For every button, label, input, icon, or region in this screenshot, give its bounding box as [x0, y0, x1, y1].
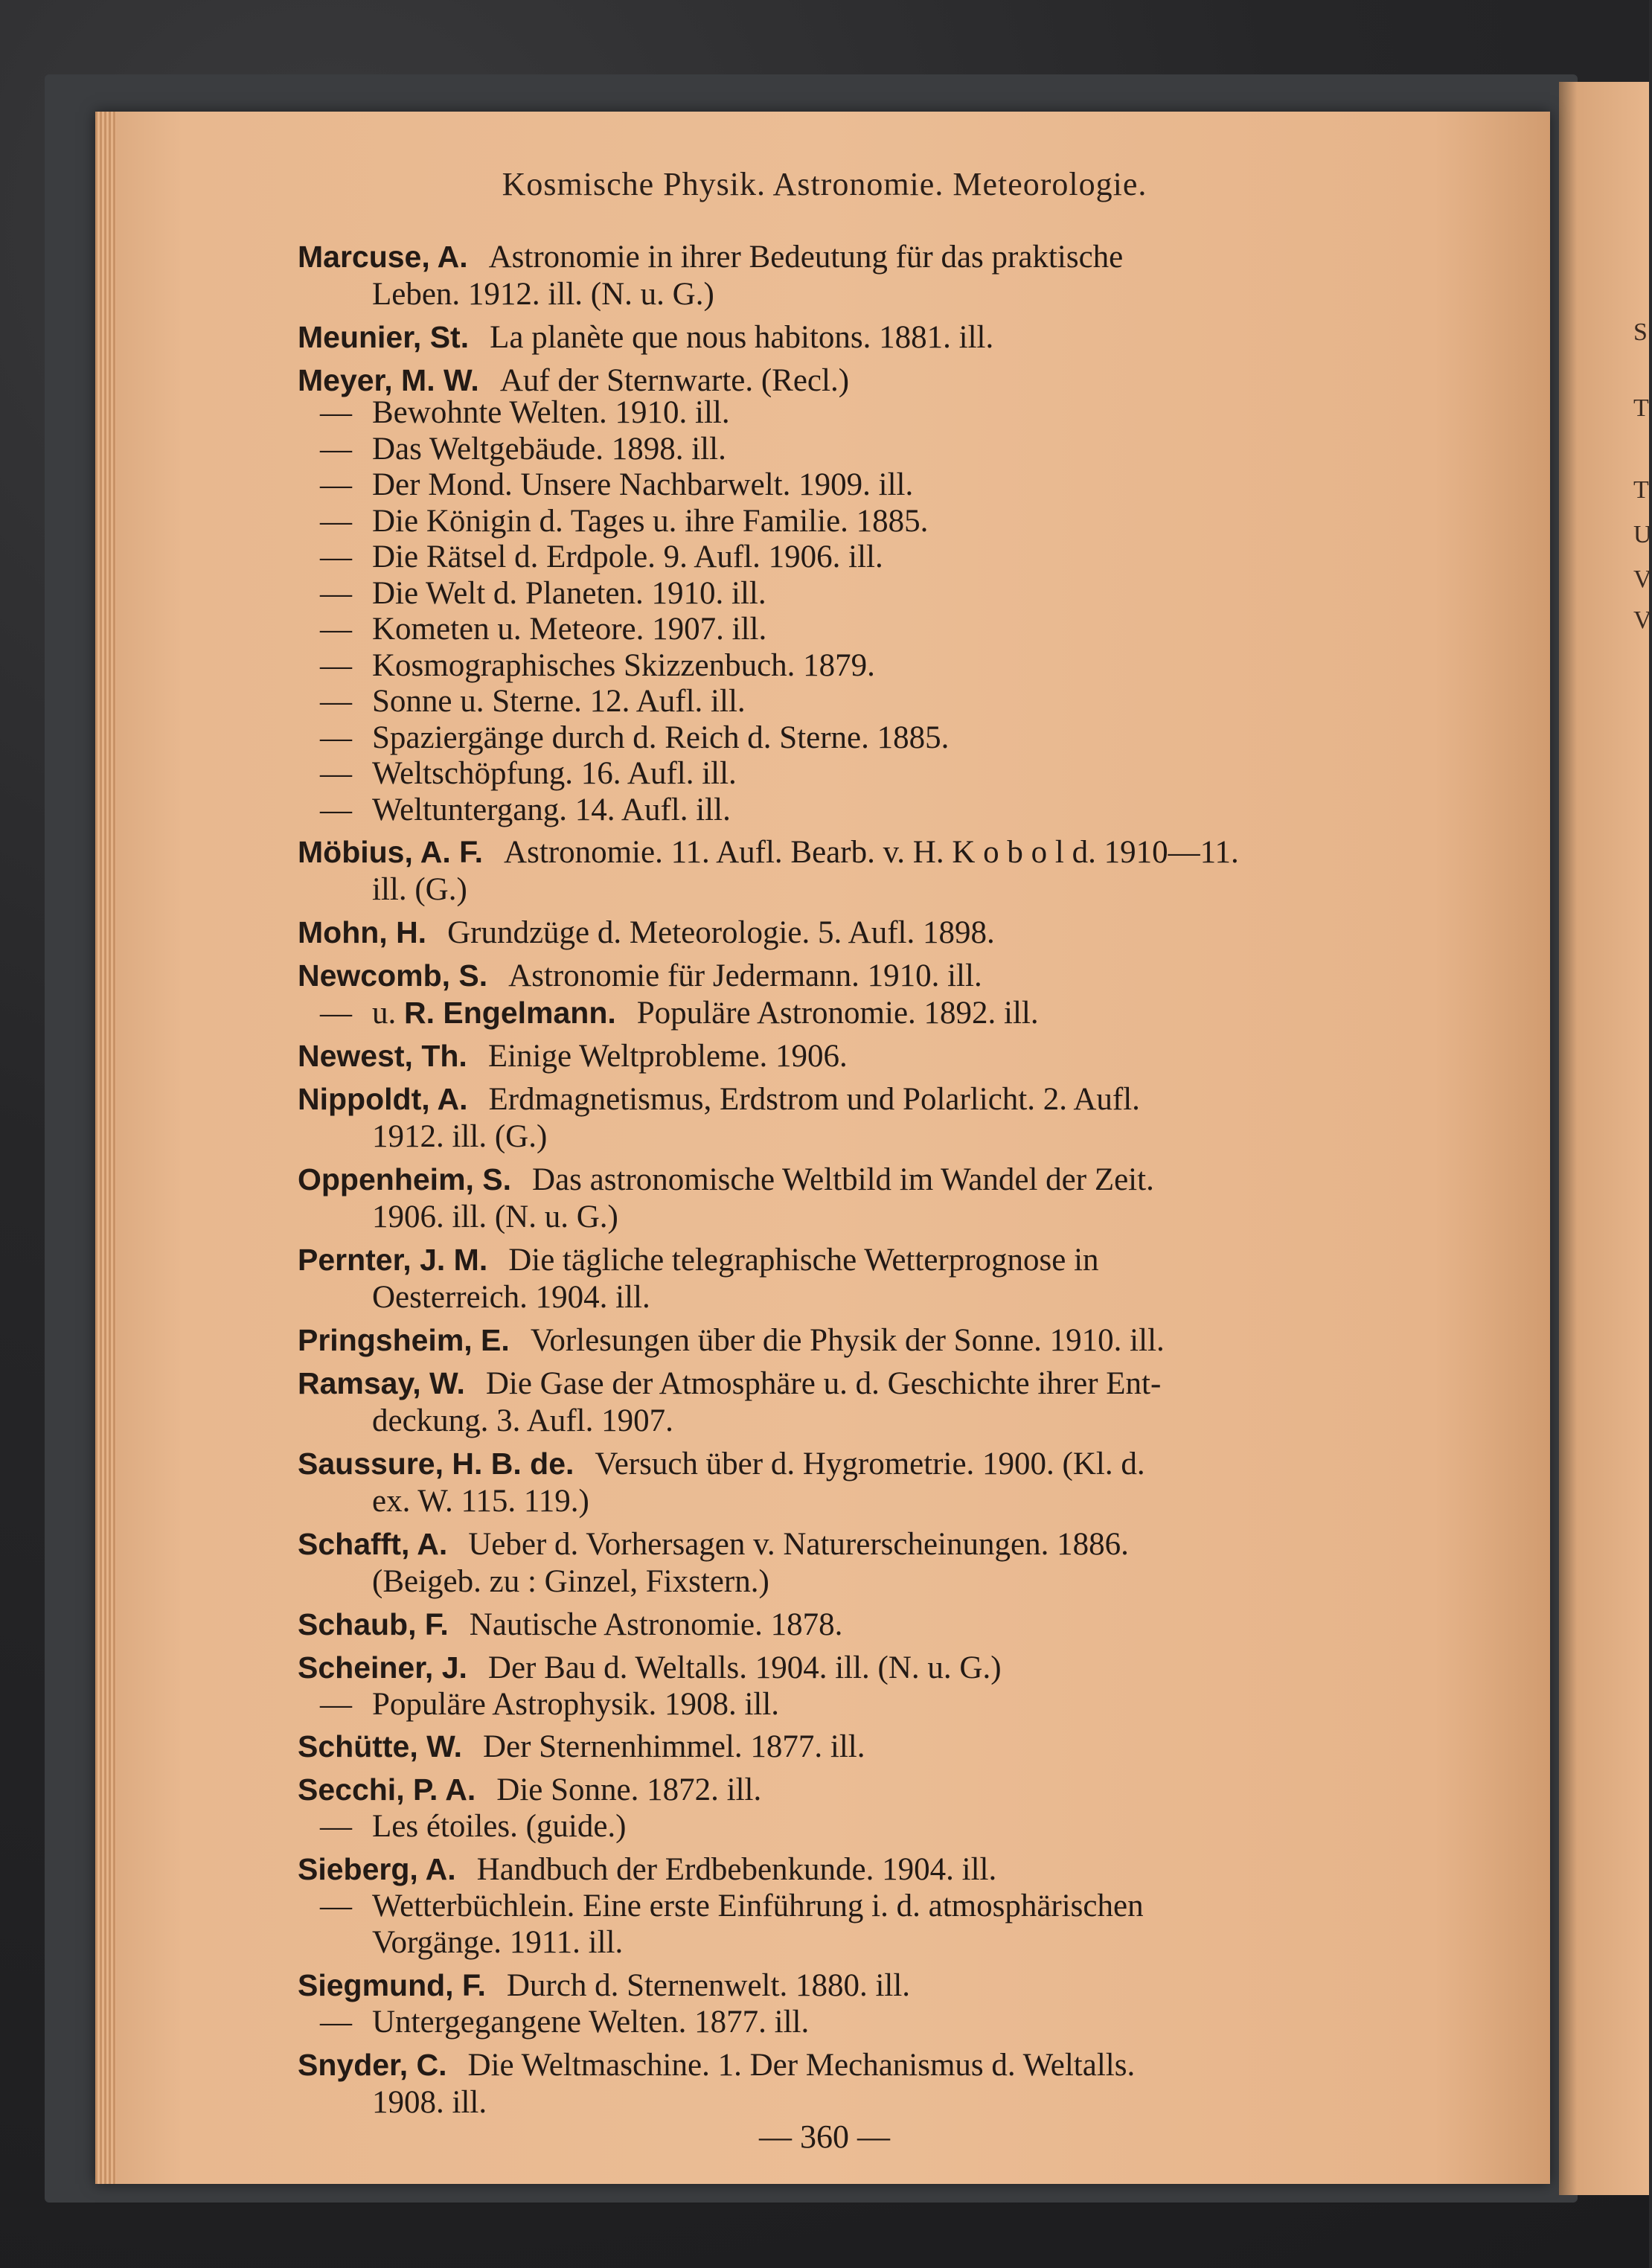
sub-entry	[298, 539, 1459, 576]
sub-entry-title: Das Weltgebäude. 1898. ill.	[372, 431, 726, 467]
list-item	[298, 2046, 1459, 2121]
entry-author: Secchi, P. A.	[298, 1772, 476, 1807]
list-item	[298, 1161, 1459, 1236]
sub-entry-title: Der Mond. Unsere Nachbarwelt. 1909. ill.	[372, 467, 914, 502]
list-item	[298, 957, 1459, 1032]
list-item	[298, 238, 1459, 313]
entry-author: Saussure, H. B. de.	[298, 1446, 574, 1481]
entry-author: Newcomb, S.	[298, 958, 488, 993]
entry-author: Pernter, J. M.	[298, 1242, 488, 1277]
entry-title: Ueber d. Vorhersagen v. Naturerscheinungen. 1886.	[468, 1526, 1129, 1562]
sub-entry	[298, 995, 1459, 1032]
facing-page-fragment: S	[1633, 318, 1648, 346]
entry-title: Nautische Astronomie. 1878.	[469, 1606, 843, 1642]
sub-entry	[298, 467, 1459, 504]
sub-entry-title: Sonne u. Sterne. 12. Aufl. ill.	[372, 684, 746, 719]
entry-continuation: 1908. ill.	[372, 2084, 487, 2120]
list-item	[298, 362, 1459, 828]
list-item	[298, 1851, 1459, 1962]
dash: —	[320, 2005, 352, 2040]
list-item	[298, 1728, 1459, 1766]
facing-page-fragment: V	[1633, 566, 1652, 593]
entry-title: Vorlesungen über die Physik der Sonne. 1910. ill.	[530, 1322, 1165, 1358]
sub-entry	[298, 2005, 1459, 2041]
entry-title: Handbuch der Erdbebenkunde. 1904. ill.	[476, 1851, 997, 1887]
sub-entry-title: Die Rätsel d. Erdpole. 9. Aufl. 1906. ill.	[372, 539, 883, 574]
sub-entry	[298, 576, 1459, 612]
entry-title: Versuch über d. Hygrometrie. 1900. (Kl. d.	[595, 1446, 1145, 1481]
list-item	[298, 1322, 1459, 1359]
dash: —	[320, 996, 352, 1031]
sub-entry-title: Spaziergänge durch d. Reich d. Sterne. 1885.	[372, 720, 950, 755]
sub-entry	[298, 792, 1459, 829]
sub-entry-title: Populäre Astronomie. 1892. ill.	[636, 996, 1039, 1031]
sub-entry-title: Wetterbüchlein. Eine erste Einführung i. d. atmosphärischen	[372, 1888, 1144, 1923]
entry-author: Scheiner, J.	[298, 1650, 467, 1685]
page-stack-edge	[95, 112, 116, 2184]
entry-title: Der Bau d. Weltalls. 1904. ill. (N. u. G.)	[487, 1650, 1002, 1685]
entry-continuation: 1912. ill. (G.)	[372, 1118, 548, 1154]
dash: —	[320, 395, 352, 430]
entry-author: Sieberg, A.	[298, 1851, 456, 1886]
entry-continuation: Leben. 1912. ill. (N. u. G.)	[372, 277, 714, 312]
entry-title: Die tägliche telegraphische Wetterprognose in	[508, 1242, 1099, 1278]
entry-title: Astronomie. 11. Aufl. Bearb. v. H. K o b o l d. 1910—11.	[504, 835, 1239, 870]
dash: —	[320, 612, 352, 647]
entry-title: Astronomie in ihrer Bedeutung für das praktische	[488, 240, 1124, 275]
entry-continuation: ill. (G.)	[372, 872, 467, 907]
entry-author: Schütte, W.	[298, 1729, 462, 1764]
entry-continuation: Oesterreich. 1904. ill.	[372, 1279, 650, 1315]
entry-title: Auf der Sternwarte. (Recl.)	[499, 363, 850, 398]
dash: —	[320, 503, 352, 539]
entry-author: Pringsheim, E.	[298, 1322, 510, 1357]
sub-entry-title: Die Königin d. Tages u. ihre Familie. 1885.	[372, 503, 929, 539]
dash: —	[320, 539, 352, 574]
entry-author: Nippoldt, A.	[298, 1081, 468, 1116]
entry-author: Meunier, St.	[298, 320, 470, 354]
list-item	[298, 833, 1459, 909]
dash: —	[320, 431, 352, 467]
facing-page-fragment: T	[1633, 394, 1649, 422]
list-item	[298, 1771, 1459, 1845]
entry-author: Schafft, A.	[298, 1526, 448, 1561]
sub-entry	[298, 756, 1459, 792]
dash: —	[320, 467, 352, 502]
list-item	[298, 1445, 1459, 1520]
bibliography-list	[298, 238, 1459, 2127]
sub-entry	[298, 432, 1459, 468]
sub-entry	[298, 648, 1459, 685]
facing-page-fragment: V	[1633, 606, 1652, 634]
sub-entry	[298, 504, 1459, 540]
dash: —	[320, 647, 352, 683]
entry-continuation: ex. W. 115. 119.)	[372, 1483, 589, 1519]
sub-entry	[298, 1809, 1459, 1845]
sub-entry-title: Les étoiles. (guide.)	[372, 1809, 627, 1844]
dash: —	[320, 575, 352, 611]
entry-author: Ramsay, W.	[298, 1365, 465, 1400]
sub-entry	[298, 612, 1459, 648]
entry-title: Durch d. Sternenwelt. 1880. ill.	[506, 1968, 911, 2003]
list-item	[298, 1649, 1459, 1723]
sub-entry	[298, 720, 1459, 757]
entry-author: Oppenheim, S.	[298, 1162, 512, 1197]
entry-author: Marcuse, A.	[298, 240, 468, 274]
sub-entry-title: Weltuntergang. 14. Aufl. ill.	[372, 792, 731, 827]
sub-entry-title: Bewohnte Welten. 1910. ill.	[372, 395, 730, 430]
sub-entry-title: Kosmographisches Skizzenbuch. 1879.	[372, 647, 875, 683]
list-item	[298, 1080, 1459, 1156]
facing-page-fragment: U	[1633, 521, 1652, 548]
list-item	[298, 1037, 1459, 1075]
dash: —	[320, 1686, 352, 1722]
dash: —	[320, 792, 352, 827]
page-number: — 360 —	[759, 2118, 890, 2155]
list-item	[298, 1241, 1459, 1316]
sub-entry-title: Kometen u. Meteore. 1907. ill.	[372, 612, 767, 647]
sub-entry-prefix: u.	[372, 996, 397, 1031]
entry-author: Mohn, H.	[298, 915, 427, 949]
facing-page-fragment: T	[1633, 476, 1649, 504]
sub-entry-title: Die Welt d. Planeten. 1910. ill.	[372, 575, 766, 611]
entry-title: Die Weltmaschine. 1. Der Mechanismus d. Weltalls.	[467, 2047, 1136, 2083]
entry-title: Astronomie für Jedermann. 1910. ill.	[508, 958, 982, 993]
sub-entry	[298, 395, 1459, 432]
sub-entry	[298, 1687, 1459, 1723]
facing-page-edge	[1559, 82, 1652, 2195]
list-item	[298, 1967, 1459, 2041]
sub-entry	[298, 684, 1459, 720]
entry-continuation: (Beigeb. zu : Ginzel, Fixstern.)	[372, 1563, 769, 1599]
entry-title: Einige Weltprobleme. 1906.	[487, 1038, 848, 1074]
running-header: Kosmische Physik. Astronomie. Meteorologie.	[502, 166, 1147, 202]
dash: —	[320, 1809, 352, 1844]
entry-author: Newest, Th.	[298, 1038, 467, 1073]
entry-author: Möbius, A. F.	[298, 835, 484, 869]
entry-continuation: deckung. 3. Aufl. 1907.	[372, 1403, 673, 1438]
entry-title: Die Sonne. 1872. ill.	[496, 1772, 762, 1807]
dash: —	[320, 756, 352, 791]
list-item	[298, 1525, 1459, 1601]
list-item	[298, 1365, 1459, 1440]
list-item	[298, 914, 1459, 952]
entry-author: Siegmund, F.	[298, 1968, 486, 2002]
sub-entry-author: R. Engelmann.	[404, 996, 616, 1030]
list-item	[298, 318, 1459, 356]
entry-author: Schaub, F.	[298, 1606, 449, 1641]
entry-title: La planète que nous habitons. 1881. ill.	[490, 320, 994, 355]
dash: —	[320, 720, 352, 755]
entry-title: Erdmagnetismus, Erdstrom und Polarlicht. 2. Aufl.	[488, 1081, 1140, 1117]
list-item	[298, 1606, 1459, 1644]
dash: —	[320, 1888, 352, 1923]
sub-entry	[298, 1889, 1459, 1925]
sub-entry-title: Untergegangene Welten. 1877. ill.	[372, 2005, 810, 2040]
entry-title: Die Gase der Atmosphäre u. d. Geschichte ihrer Ent-	[485, 1365, 1162, 1401]
entry-title: Grundzüge d. Meteorologie. 5. Aufl. 1898.	[447, 915, 995, 950]
sub-entry-continuation: Vorgänge. 1911. ill.	[372, 1925, 624, 1960]
sub-entry-title: Weltschöpfung. 16. Aufl. ill.	[372, 756, 737, 791]
entry-title: Der Sternenhimmel. 1877. ill.	[482, 1729, 865, 1764]
sub-entry-title: Populäre Astrophysik. 1908. ill.	[372, 1686, 780, 1722]
entry-author: Meyer, M. W.	[298, 363, 479, 397]
entry-continuation: 1906. ill. (N. u. G.)	[372, 1199, 618, 1234]
entry-author: Snyder, C.	[298, 2047, 447, 2082]
dash: —	[320, 684, 352, 719]
sub-entries	[298, 395, 1459, 828]
entry-title: Das astronomische Weltbild im Wandel der Zeit.	[532, 1162, 1154, 1197]
